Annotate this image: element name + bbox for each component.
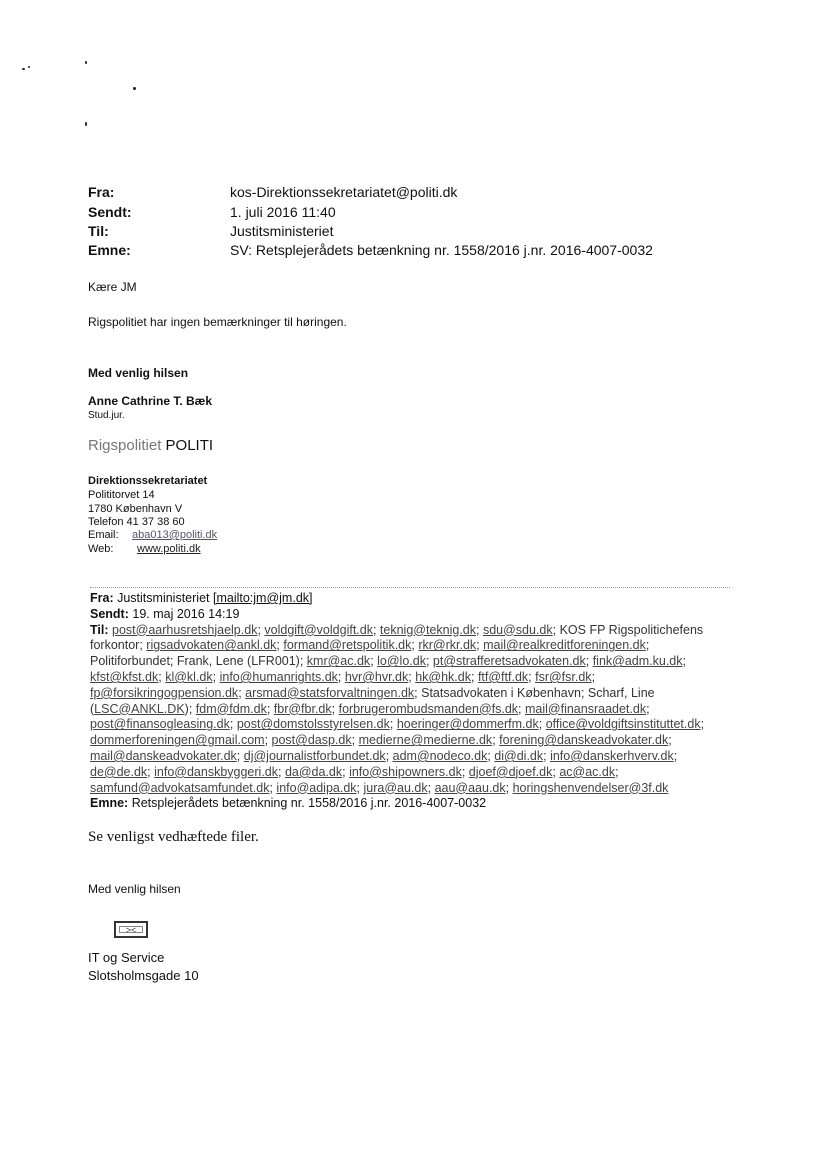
recipient-email-link[interactable]: post@aarhusretshjaelp.dk xyxy=(112,622,258,637)
recipient-separator: ; xyxy=(425,654,433,669)
to-label: Til: xyxy=(88,223,109,239)
recipient-separator: ; xyxy=(229,717,237,732)
recipient-separator: ; KOS FP Rigspolitichefens forkontor; xyxy=(90,622,704,653)
recipient-separator: ; xyxy=(356,780,364,795)
recipient-email-link[interactable]: forbrugerombudsmanden@fs.dk xyxy=(338,701,519,716)
recipient-email-link[interactable]: formand@retspolitik.dk xyxy=(283,638,412,653)
forward-divider xyxy=(90,587,730,588)
recipient-email-link[interactable]: teknig@teknig.dk xyxy=(379,622,476,637)
recipient-email-link[interactable]: info@danskbyggeri.dk xyxy=(154,764,278,779)
recipient-separator: ; Statsadvokaten i København; Scharf, Line ( xyxy=(90,685,655,716)
recipient-email-link[interactable]: post@dasp.dk xyxy=(271,733,352,748)
scan-speck xyxy=(85,61,87,64)
signer-title: Stud.jur. xyxy=(88,410,125,421)
recipient-email-link[interactable]: samfund@advokatsamfundet.dk xyxy=(90,780,270,795)
recipient-separator: ; xyxy=(585,654,593,669)
recipient-email-link[interactable]: LSC@ANKL.DK xyxy=(94,701,185,716)
recipient-separator: ; xyxy=(492,733,500,748)
recipient-email-link[interactable]: horingshenvendelser@3f.dk xyxy=(512,780,669,795)
org-prefix: Rigspolitiet xyxy=(88,437,162,454)
fwd-from-label: Fra: xyxy=(90,591,114,605)
scan-speck xyxy=(85,122,87,126)
recipient-email-link[interactable]: ftf@ftf.dk xyxy=(477,669,529,684)
recipient-email-link[interactable]: kl@kl.dk xyxy=(165,669,213,684)
recipient-separator: ; xyxy=(682,654,686,669)
recipient-email-link[interactable]: aau@aau.dk xyxy=(434,780,506,795)
recipient-email-link[interactable]: da@da.dk xyxy=(284,764,343,779)
recipient-email-link[interactable]: djoef@djoef.dk xyxy=(468,764,553,779)
recipient-separator: ; xyxy=(528,669,536,684)
recipient-email-link[interactable]: mail@finansraadet.dk xyxy=(525,701,647,716)
fwd-closing: Med venlig hilsen xyxy=(88,882,181,896)
scan-speck xyxy=(22,68,25,70)
recipient-separator: ; xyxy=(615,764,619,779)
forwarded-header xyxy=(90,591,730,812)
recipient-separator: ; xyxy=(461,764,469,779)
recipient-separator: ; xyxy=(212,669,220,684)
recipient-separator: ; xyxy=(700,717,705,732)
recipient-separator: ; xyxy=(505,780,513,795)
fwd-sent-value: 19. maj 2016 14:19 xyxy=(132,606,240,621)
phone: Telefon 41 37 38 60 xyxy=(88,516,185,528)
fwd-to-row xyxy=(90,623,730,797)
fwd-from-row xyxy=(90,591,730,607)
recipient-separator: ; xyxy=(337,669,345,684)
recipient-email-link[interactable]: mail@realkreditforeningen.dk xyxy=(483,638,646,653)
fwd-unit: IT og Service xyxy=(88,950,165,965)
recipient-separator: ; xyxy=(342,764,350,779)
recipient-email-link[interactable]: forening@danskeadvokater.dk xyxy=(499,733,669,748)
recipient-email-link[interactable]: mail@danskeadvokater.dk xyxy=(90,748,237,763)
recipient-email-link[interactable]: di@di.dk xyxy=(494,748,544,763)
recipient-email-link[interactable]: hoeringer@dommerfm.dk xyxy=(396,717,539,732)
recipient-separator: ; xyxy=(518,701,525,716)
recipient-email-link[interactable]: info@danskerhverv.dk xyxy=(550,748,674,763)
recipient-separator: ; xyxy=(543,748,551,763)
web-row xyxy=(88,543,201,556)
web-link[interactable]: www.politi.dk xyxy=(137,543,201,555)
message: Rigspolitiet har ingen bemærkninger til høringen. xyxy=(88,315,347,329)
recipient-separator: ); xyxy=(184,701,196,716)
recipient-email-link[interactable]: fdm@fdm.dk xyxy=(195,701,267,716)
recipient-separator: ; xyxy=(673,748,678,763)
recipient-separator: ; xyxy=(257,622,265,637)
closing: Med venlig hilsen xyxy=(88,366,189,380)
recipient-email-link[interactable]: fbr@fbr.dk xyxy=(273,701,332,716)
org-logo-text xyxy=(88,437,213,454)
to-value: Justitsministeriet xyxy=(230,223,334,239)
recipient-separator: ; xyxy=(269,780,277,795)
recipient-separator: ; Politiforbundet; Frank, Lene (LFR001); xyxy=(90,638,650,669)
signer-name: Anne Cathrine T. Bæk xyxy=(88,394,213,408)
city: 1780 København V xyxy=(88,503,183,515)
fwd-mailto-link[interactable]: [mailto:jm@jm.dk] xyxy=(212,591,313,605)
recipient-email-link[interactable]: jura@au.dk xyxy=(363,780,428,795)
from-value: kos-Direktionssekretariatet@politi.dk xyxy=(230,184,458,200)
recipient-email-link[interactable]: kmr@ac.dk xyxy=(306,654,371,669)
recipient-separator: ; xyxy=(158,669,166,684)
recipient-email-link[interactable]: voldgift@voldgift.dk xyxy=(264,622,373,637)
recipient-email-link[interactable]: kfst@kfst.dk xyxy=(90,669,159,684)
recipient-separator: ; xyxy=(236,748,244,763)
recipient-separator: ; xyxy=(389,717,397,732)
street: Polititorvet 14 xyxy=(88,489,155,501)
subject-label: Emne: xyxy=(88,242,131,258)
fwd-to-label: Til: xyxy=(90,622,109,637)
recipient-separator: ; xyxy=(427,780,435,795)
recipient-email-link[interactable]: post@domstolsstyrelsen.dk xyxy=(236,717,390,732)
recipient-email-link[interactable]: sdu@sdu.dk xyxy=(482,622,553,637)
recipient-separator: ; xyxy=(487,748,495,763)
recipient-email-link[interactable]: adm@nodeco.dk xyxy=(392,748,488,763)
attachment-note: Se venligst vedhæftede filer. xyxy=(88,829,259,845)
recipient-separator: ; xyxy=(591,669,596,684)
recipient-email-link[interactable]: hk@hk.dk xyxy=(415,669,471,684)
email-label: Email: xyxy=(88,529,119,541)
fwd-subject-label: Emne: xyxy=(90,796,129,811)
recipient-email-link[interactable]: de@de.dk xyxy=(90,764,148,779)
recipient-separator: ; xyxy=(276,638,284,653)
org-brand: POLITI xyxy=(165,437,214,454)
recipient-email-link[interactable]: dj@journalistforbundet.dk xyxy=(243,748,386,763)
recipient-email-link[interactable]: medierne@medierne.dk xyxy=(358,733,493,748)
recipient-email-link[interactable]: info@humanrights.dk xyxy=(219,669,338,684)
fwd-sent-row xyxy=(90,607,730,623)
recipient-email-link[interactable]: fsr@fsr.dk xyxy=(535,669,592,684)
recipient-email-link[interactable]: info@shipowners.dk xyxy=(349,764,462,779)
recipient-email-link[interactable]: rkr@rkr.dk xyxy=(418,638,477,653)
recipient-separator: ; xyxy=(411,638,419,653)
recipient-email-link[interactable]: office@voldgiftsinstituttet.dk xyxy=(545,717,701,732)
recipient-separator: ; xyxy=(646,701,650,716)
subject-value: SV: Retsplejerådets betænkning nr. 1558/2016 j.nr. 2016-4007-0032 xyxy=(230,242,653,258)
email-link[interactable]: aba013@politi.dk xyxy=(132,529,218,541)
recipient-separator: ; xyxy=(351,733,359,748)
recipient-separator: ; xyxy=(476,622,483,637)
attachment-icon[interactable]: >< xyxy=(114,921,148,938)
recipient-separator: ; xyxy=(471,669,478,684)
recipient-separator: ; xyxy=(538,717,546,732)
scan-speck xyxy=(133,87,136,90)
recipient-email-link[interactable]: dommerforeningen@gmail.com xyxy=(90,733,265,748)
recipient-separator: ; xyxy=(385,748,393,763)
recipient-email-link[interactable]: info@adipa.dk xyxy=(276,780,357,795)
recipient-email-link[interactable]: pt@strafferetsadvokaten.dk xyxy=(432,654,586,669)
recipient-email-link[interactable]: post@finansogleasing.dk xyxy=(90,717,230,732)
recipient-separator: ; xyxy=(372,622,380,637)
recipient-separator: ; xyxy=(408,669,416,684)
department: Direktionssekretariatet xyxy=(88,475,208,487)
web-label: Web: xyxy=(88,543,114,555)
fwd-from-value: Justitsministeriet xyxy=(117,591,210,605)
recipient-email-link[interactable]: ac@ac.dk xyxy=(559,764,616,779)
recipient-email-link[interactable]: fink@adm.ku.dk xyxy=(592,654,683,669)
recipient-separator: ; xyxy=(278,764,285,779)
sent-label: Sendt: xyxy=(88,204,132,220)
fwd-address: Slotsholmsgade 10 xyxy=(88,968,199,983)
fwd-subject-value: Retsplejerådets betænkning nr. 1558/2016 j.nr. 2016-4007-0032 xyxy=(131,796,487,811)
recipient-separator: ; xyxy=(331,701,339,716)
recipient-separator: ; xyxy=(476,638,484,653)
recipient-email-link[interactable]: lo@lo.dk xyxy=(377,654,426,669)
recipient-email-link[interactable]: fp@forsikringogpension.dk xyxy=(90,685,239,700)
fwd-subject-row xyxy=(90,796,730,812)
from-label: Fra: xyxy=(88,184,115,200)
scan-speck xyxy=(28,66,30,68)
recipient-separator: ; xyxy=(668,733,672,748)
recipient-separator: ; xyxy=(264,733,272,748)
email-row xyxy=(88,529,217,542)
recipient-separator: ; xyxy=(147,764,155,779)
greeting: Kære JM xyxy=(88,280,137,294)
sent-value: 1. juli 2016 11:40 xyxy=(230,204,336,220)
recipient-separator: ; xyxy=(552,764,560,779)
recipient-email-link[interactable]: rigsadvokaten@ankl.dk xyxy=(146,638,277,653)
recipient-separator: ; xyxy=(238,685,246,700)
recipient-email-link[interactable]: arsmad@statsforvaltningen.dk xyxy=(245,685,415,700)
recipient-email-link[interactable]: hvr@hvr.dk xyxy=(344,669,409,684)
recipient-separator: ; xyxy=(266,701,274,716)
fwd-sent-label: Sendt: xyxy=(90,606,129,621)
recipient-list xyxy=(90,623,704,795)
recipient-separator: ; xyxy=(370,654,378,669)
